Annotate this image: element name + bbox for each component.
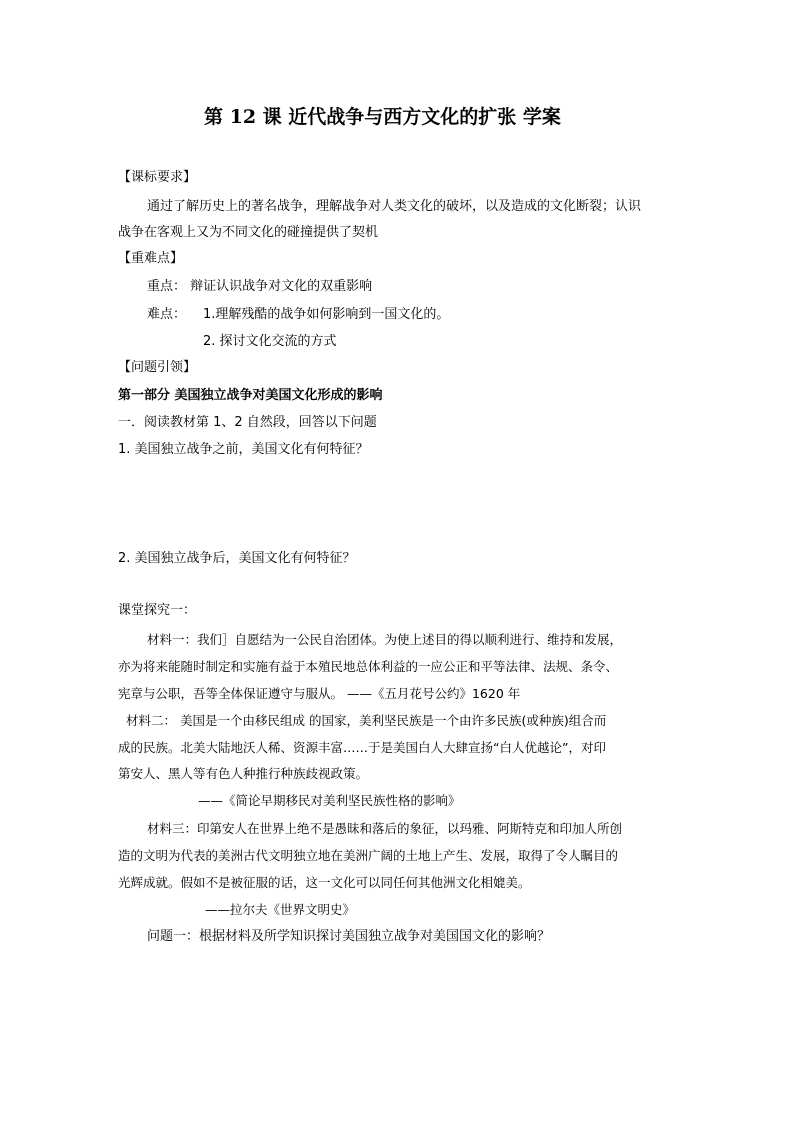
hard-point-label: 难点： (147, 307, 187, 322)
hard-point-item: 1.理解残酷的战争如何影响到一国文化的。 (203, 307, 450, 322)
hard-point-item: 2. 探讨文化交流的方式 (203, 334, 337, 349)
explore-question: 问题一：根据材料及所学知识探讨美国独立战争对美国国文化的影响？ (147, 929, 551, 944)
difficulty-heading: 【重难点】 (118, 251, 184, 266)
guide-heading: 【问题引领】 (118, 360, 197, 375)
part-title: 第一部分 美国独立战争对美国文化形成的影响 (118, 388, 383, 403)
question: 2. 美国独立战争后，美国文化有何特征？ (118, 551, 356, 566)
material-line: 造的文明为代表的美洲古代文明独立地在美洲广阔的土地上产生、发展，取得了令人瞩目的 (118, 848, 619, 863)
explore-heading: 课堂探究一： (118, 603, 197, 618)
material-line: 宪章与公职，吾等全体保证遵守与服从。 ——《五月花号公约》1620 年 (118, 686, 521, 701)
key-point: 重点： 辩证认识战争对文化的双重影响 (147, 279, 373, 294)
material-line: 光辉成就。假如不是被征服的话，这一文化可以同任何其他洲文化相媲美。 (118, 875, 531, 890)
curriculum-text-line: 战争在客观上又为不同文化的碰撞提供了契机 (118, 225, 379, 240)
material-source: ——《简论早期移民对美利坚民族性格的影响》 (198, 793, 461, 808)
material-line: 成的民族。北美大陆地沃人稀、资源丰富……于是美国白人大肆宣扬“白人优越论”，对印 (118, 740, 606, 755)
page-title: 第 12 课 近代战争与西方文化的扩张 学案 (204, 106, 561, 128)
material-line: 亦为将来能随时制定和实施有益于本殖民地总体利益的一应公正和平等法律、法规、条令、 (118, 659, 619, 674)
curriculum-heading: 【课标要求】 (118, 170, 197, 185)
material-line: 材料一：我们］自愿结为一公民自治团体。为使上述目的得以顺利进行、维持和发展， (147, 632, 623, 647)
material-line: 材料三：印第安人在世界上绝不是愚昧和落后的象征，以玛雅、阿斯特克和印加人所创 (147, 821, 623, 836)
question: 1. 美国独立战争之前，美国文化有何特征？ (118, 442, 369, 457)
material-source: ——拉尔夫《世界文明史》 (205, 902, 356, 917)
instruction: 一．阅读教材第 1、2 自然段，回答以下问题 (118, 415, 377, 430)
material-line: 材料二： 美国是一个由移民组成 的国家，美利坚民族是一个由许多民族(或种族)组合而 (126, 713, 607, 728)
curriculum-text-line: 通过了解历史上的著名战争，理解战争对人类文化的破坏，以及造成的文化断裂；认识 (147, 199, 642, 214)
material-line: 第安人、黑人等有色人种推行种族歧视政策。 (118, 766, 369, 781)
